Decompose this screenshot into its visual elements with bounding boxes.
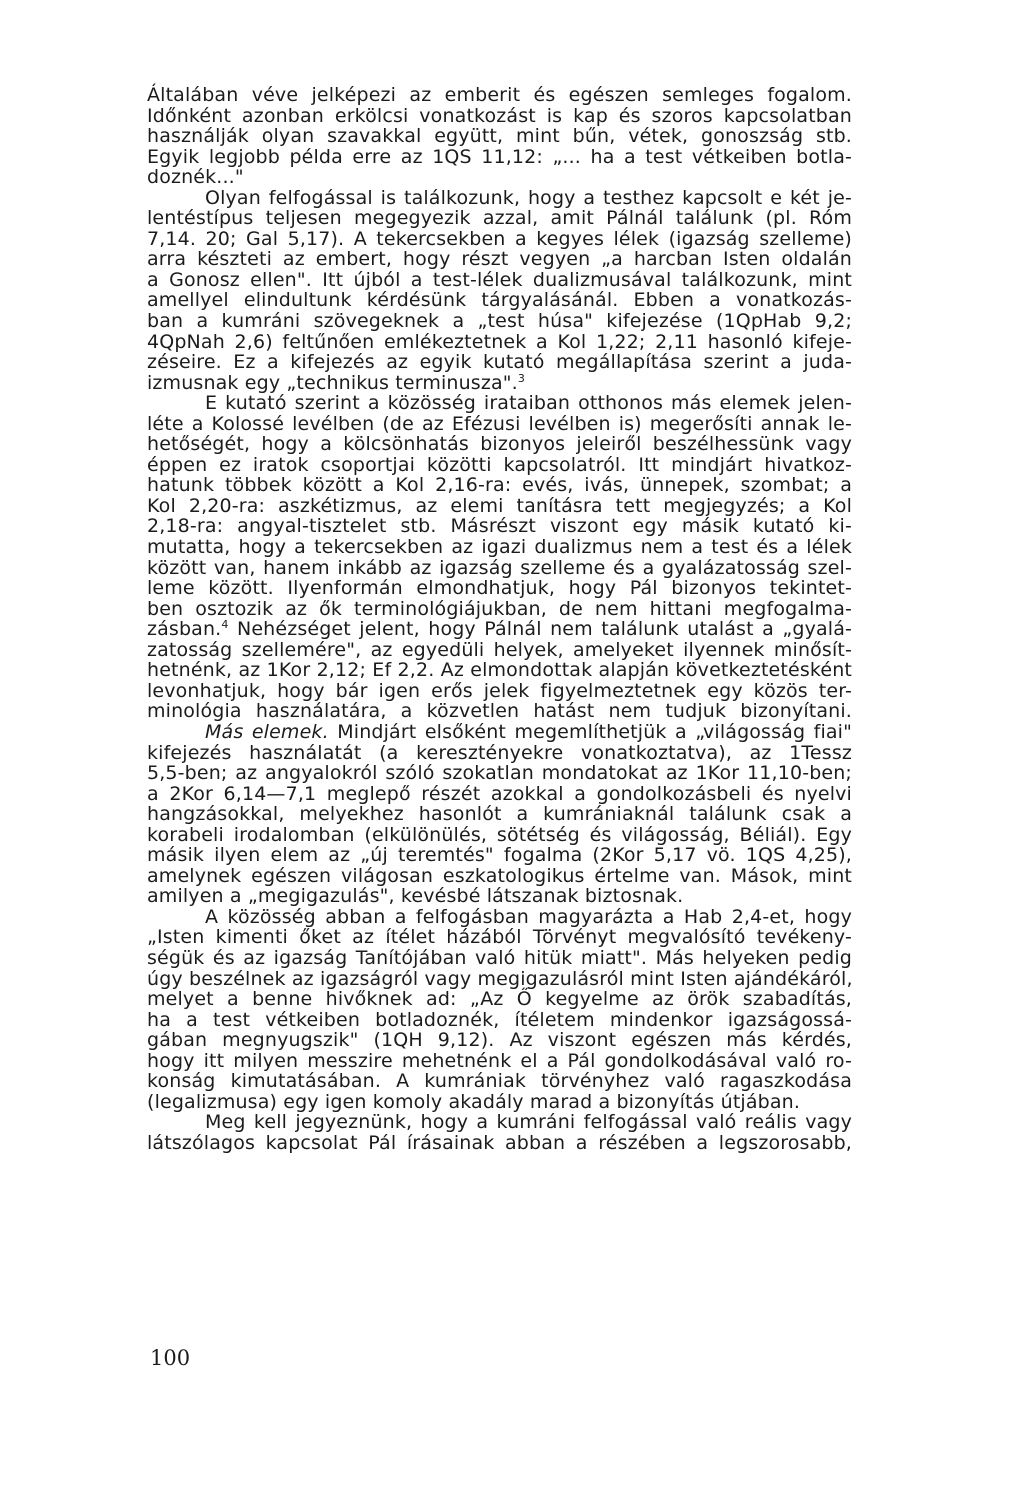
text-line <box>147 332 852 353</box>
text-line <box>147 229 852 250</box>
line-text: leme között. Ilyenformán elmondhatjuk, hogy Pál bizonyos tekintet- <box>147 577 852 600</box>
line-text: másik ilyen elem az „új teremtés" fogalma (2Kor 5,17 vö. 1QS 4,25), <box>147 844 852 867</box>
text-line <box>147 1133 852 1154</box>
line-text: 5,5-ben; az angyalokról szóló szokatlan mondatokat az 1Kor 11,10-ben; <box>147 762 852 785</box>
line-text: arra készteti az embert, hogy részt vegyen „a harcban Isten oldalán <box>147 248 852 271</box>
text-line <box>147 1112 852 1133</box>
text-line <box>147 393 852 414</box>
line-text: ben osztozik az ők terminológiájukban, de nem hittani megfogalma- <box>147 597 852 620</box>
line-text: Időnként azonban erkölcsi vonatkozást is kap és szoros kapcsolatban <box>147 104 852 127</box>
line-text: úgy beszélnek az igazságról vagy megigazulásról mint Isten ajándékáról, <box>147 967 853 990</box>
text-line <box>147 845 852 866</box>
text-line <box>147 290 852 311</box>
text-line <box>147 722 852 743</box>
text-line <box>147 516 852 537</box>
text-line <box>147 352 852 373</box>
line-text: a 2Kor 6,14—7,1 meglepő részét azokkal a gondolkozásbeli és nyelvi <box>147 782 852 805</box>
text-line <box>147 85 852 106</box>
line-text: hatunk többek között a Kol 2,16-ra: evés, ivás, ünnepek, szombat; a <box>147 474 852 497</box>
line-text: minológia használatára, a közvetlen hatást nem tudjuk bizonyítani. <box>147 700 852 723</box>
line-text: mutatta, hogy a tekercsekben az igazi dualizmus nem a test és a lélek <box>147 536 852 559</box>
line-text: hogy itt milyen messzire mehetnénk el a Pál gondolkodásával való ro- <box>147 1049 852 1072</box>
line-text: Kol 2,20-ra: aszkétizmus, az elemi tanításra tett megjegyzés; a Kol <box>147 494 852 517</box>
footnote-ref: 3 <box>517 371 525 385</box>
text-line <box>147 1010 852 1031</box>
line-text: éppen ez iratok csoportjai közötti kapcsolatról. Itt mindjárt hivatkoz- <box>147 453 852 476</box>
text-line <box>147 681 852 702</box>
line-text: Olyan felfogással is találkozunk, hogy a testhez kapcsolt e két je- <box>205 186 852 209</box>
text-line <box>147 311 852 332</box>
text-line <box>147 106 852 127</box>
line-text: ban a kumráni szövegeknek a „test húsa" kifejezése (1QpHab 9,2; <box>147 310 852 333</box>
text-line <box>147 578 852 599</box>
text-line <box>147 167 852 188</box>
text-line <box>147 537 852 558</box>
text-line <box>147 948 852 969</box>
body-text <box>147 85 852 1153</box>
line-text: amelynek egészen világosan eszkatologikus értelme van. Mások, mint <box>147 864 852 887</box>
line-text: izmusnak egy „technikus terminusza". <box>147 371 518 394</box>
section-lead-italic: Más elemek. <box>205 720 329 743</box>
text-line <box>147 989 852 1010</box>
text-line <box>147 825 852 846</box>
line-text: között van, hanem inkább az igazság szelleme és a gyalázatosság szel- <box>147 556 852 579</box>
text-line <box>147 126 852 147</box>
text-line <box>147 804 852 825</box>
text-line <box>147 969 852 990</box>
text-line <box>147 434 852 455</box>
line-text: E kutató szerint a közösség irataiban otthonos más elemek jelen- <box>205 392 852 415</box>
text-line <box>147 208 852 229</box>
line-text: 4QpNah 2,6) feltűnően emlékeztetnek a Kol 1,22; 2,11 hasonló kifeje- <box>147 330 852 353</box>
line-text: kifejezés használatát (a keresztényekre vonatkoztatva), az 1Tessz <box>147 741 852 764</box>
text-line <box>147 763 852 784</box>
line-text: Egyik legjobb példa erre az 1QS 11,12: „... ha a test vétkeiben botla- <box>147 145 852 168</box>
line-text-continued: Nehézséget jelent, hogy Pálnál nem találunk utalást a „gyalá- <box>228 618 852 641</box>
text-line <box>147 249 852 270</box>
line-text: zatosság szellemére", az egyedüli helyek, amelyeket ilyennek minősít- <box>147 638 852 661</box>
line-text: 2,18-ra: angyal-tisztelet stb. Másrészt viszont egy másik kutató ki- <box>147 515 852 538</box>
footnote-ref: 4 <box>221 618 229 632</box>
text-line <box>147 496 852 517</box>
text-line <box>147 660 852 681</box>
line-text: léte a Kolossé levélben (de az Efézusi levélben is) megerősíti annak le- <box>147 412 852 435</box>
line-text: amilyen a „megigazulás", kevésbé látszanak biztosnak. <box>147 885 684 908</box>
text-line <box>147 640 852 661</box>
text-line <box>147 1030 852 1051</box>
text-line <box>147 373 852 394</box>
line-text: 7,14. 20; Gal 5,17). A tekercsekben a kegyes lélek (igazság szelleme) <box>147 227 852 250</box>
line-text: doznék..." <box>147 166 244 189</box>
text-line <box>147 558 852 579</box>
line-text: gában megnyugszik" (1QH 9,12). Az viszont egészen más kérdés, <box>147 1029 852 1052</box>
line-text: látszólagos kapcsolat Pál írásainak abban a részében a legszorosabb, <box>147 1131 852 1154</box>
text-line <box>147 270 852 291</box>
text-line <box>147 147 852 168</box>
page-number: 100 <box>150 1346 191 1370</box>
line-text: amellyel elindultunk kérdésünk tárgyalásánál. Ebben a vonatkozás- <box>147 289 852 312</box>
text-line <box>147 743 852 764</box>
line-text: A közösség abban a felfogásban magyarázta a Hab 2,4-et, hogy <box>205 905 852 928</box>
line-text: (legalizmusa) egy igen komoly akadály marad a bizonyítás útjában. <box>147 1090 801 1113</box>
line-text: konság kimutatásában. A kumrániak törvényhez való ragaszkodása <box>147 1070 852 1093</box>
text-line <box>147 701 852 722</box>
line-text: hangzásokkal, melyekhez hasonlót a kumrániaknál találunk csak a <box>147 803 852 826</box>
line-text: levonhatjuk, hogy bár igen erős jelek figyelmeztetnek egy közös ter- <box>147 679 852 702</box>
text-line <box>147 455 852 476</box>
line-text: Általában véve jelképezi az emberit és egészen semleges fogalom. <box>147 84 852 106</box>
text-line <box>147 927 852 948</box>
text-line <box>147 475 852 496</box>
line-text: Mindjárt elsőként megemlíthetjük a „világosság fiai" <box>328 720 852 743</box>
text-line <box>147 886 852 907</box>
text-line <box>147 414 852 435</box>
text-line <box>147 866 852 887</box>
line-text: zásban. <box>147 618 222 641</box>
line-text: zéseire. Ez a kifejezés az egyik kutató megállapítása szerint a juda- <box>147 351 852 374</box>
line-text: „Isten kimenti őket az ítélet házából Törvényt megvalósító tevékeny- <box>147 926 852 949</box>
text-line <box>147 188 852 209</box>
text-line <box>147 619 852 640</box>
line-text: lentéstípus teljesen megegyezik azzal, amit Pálnál találunk (pl. Róm <box>147 207 852 230</box>
text-line <box>147 599 852 620</box>
text-line <box>147 1051 852 1072</box>
line-text: a Gonosz ellen". Itt újból a test-lélek dualizmusával találkozunk, mint <box>147 268 852 291</box>
line-text: melyet a benne hivőknek ad: „Az Ő kegyelme az örök szabadítás, <box>147 988 852 1011</box>
line-text: korabeli irodalomban (elkülönülés, sötétség és világosság, Béliál). Egy <box>147 823 852 846</box>
line-text: ségük és az igazság Tanítójában való hitük miatt". Más helyeken pedig <box>147 946 852 969</box>
line-text: hetnénk, az 1Kor 2,12; Ef 2,2. Az elmondottak alapján következtetésként <box>147 659 852 682</box>
text-line <box>147 784 852 805</box>
text-line <box>147 907 852 928</box>
text-line <box>147 1092 852 1113</box>
line-text: ha a test vétkeiben botladoznék, ítéletem mindenkor igazságossá- <box>147 1008 852 1031</box>
line-text: Meg kell jegyeznünk, hogy a kumráni felfogással való reális vagy <box>205 1111 852 1134</box>
text-line <box>147 1071 852 1092</box>
line-text: használják olyan szavakkal együtt, mint bűn, vétek, gonoszság stb. <box>147 125 852 148</box>
line-text: hetőségét, hogy a kölcsönhatás bizonyos jeleiről beszélhessünk vagy <box>147 433 852 456</box>
